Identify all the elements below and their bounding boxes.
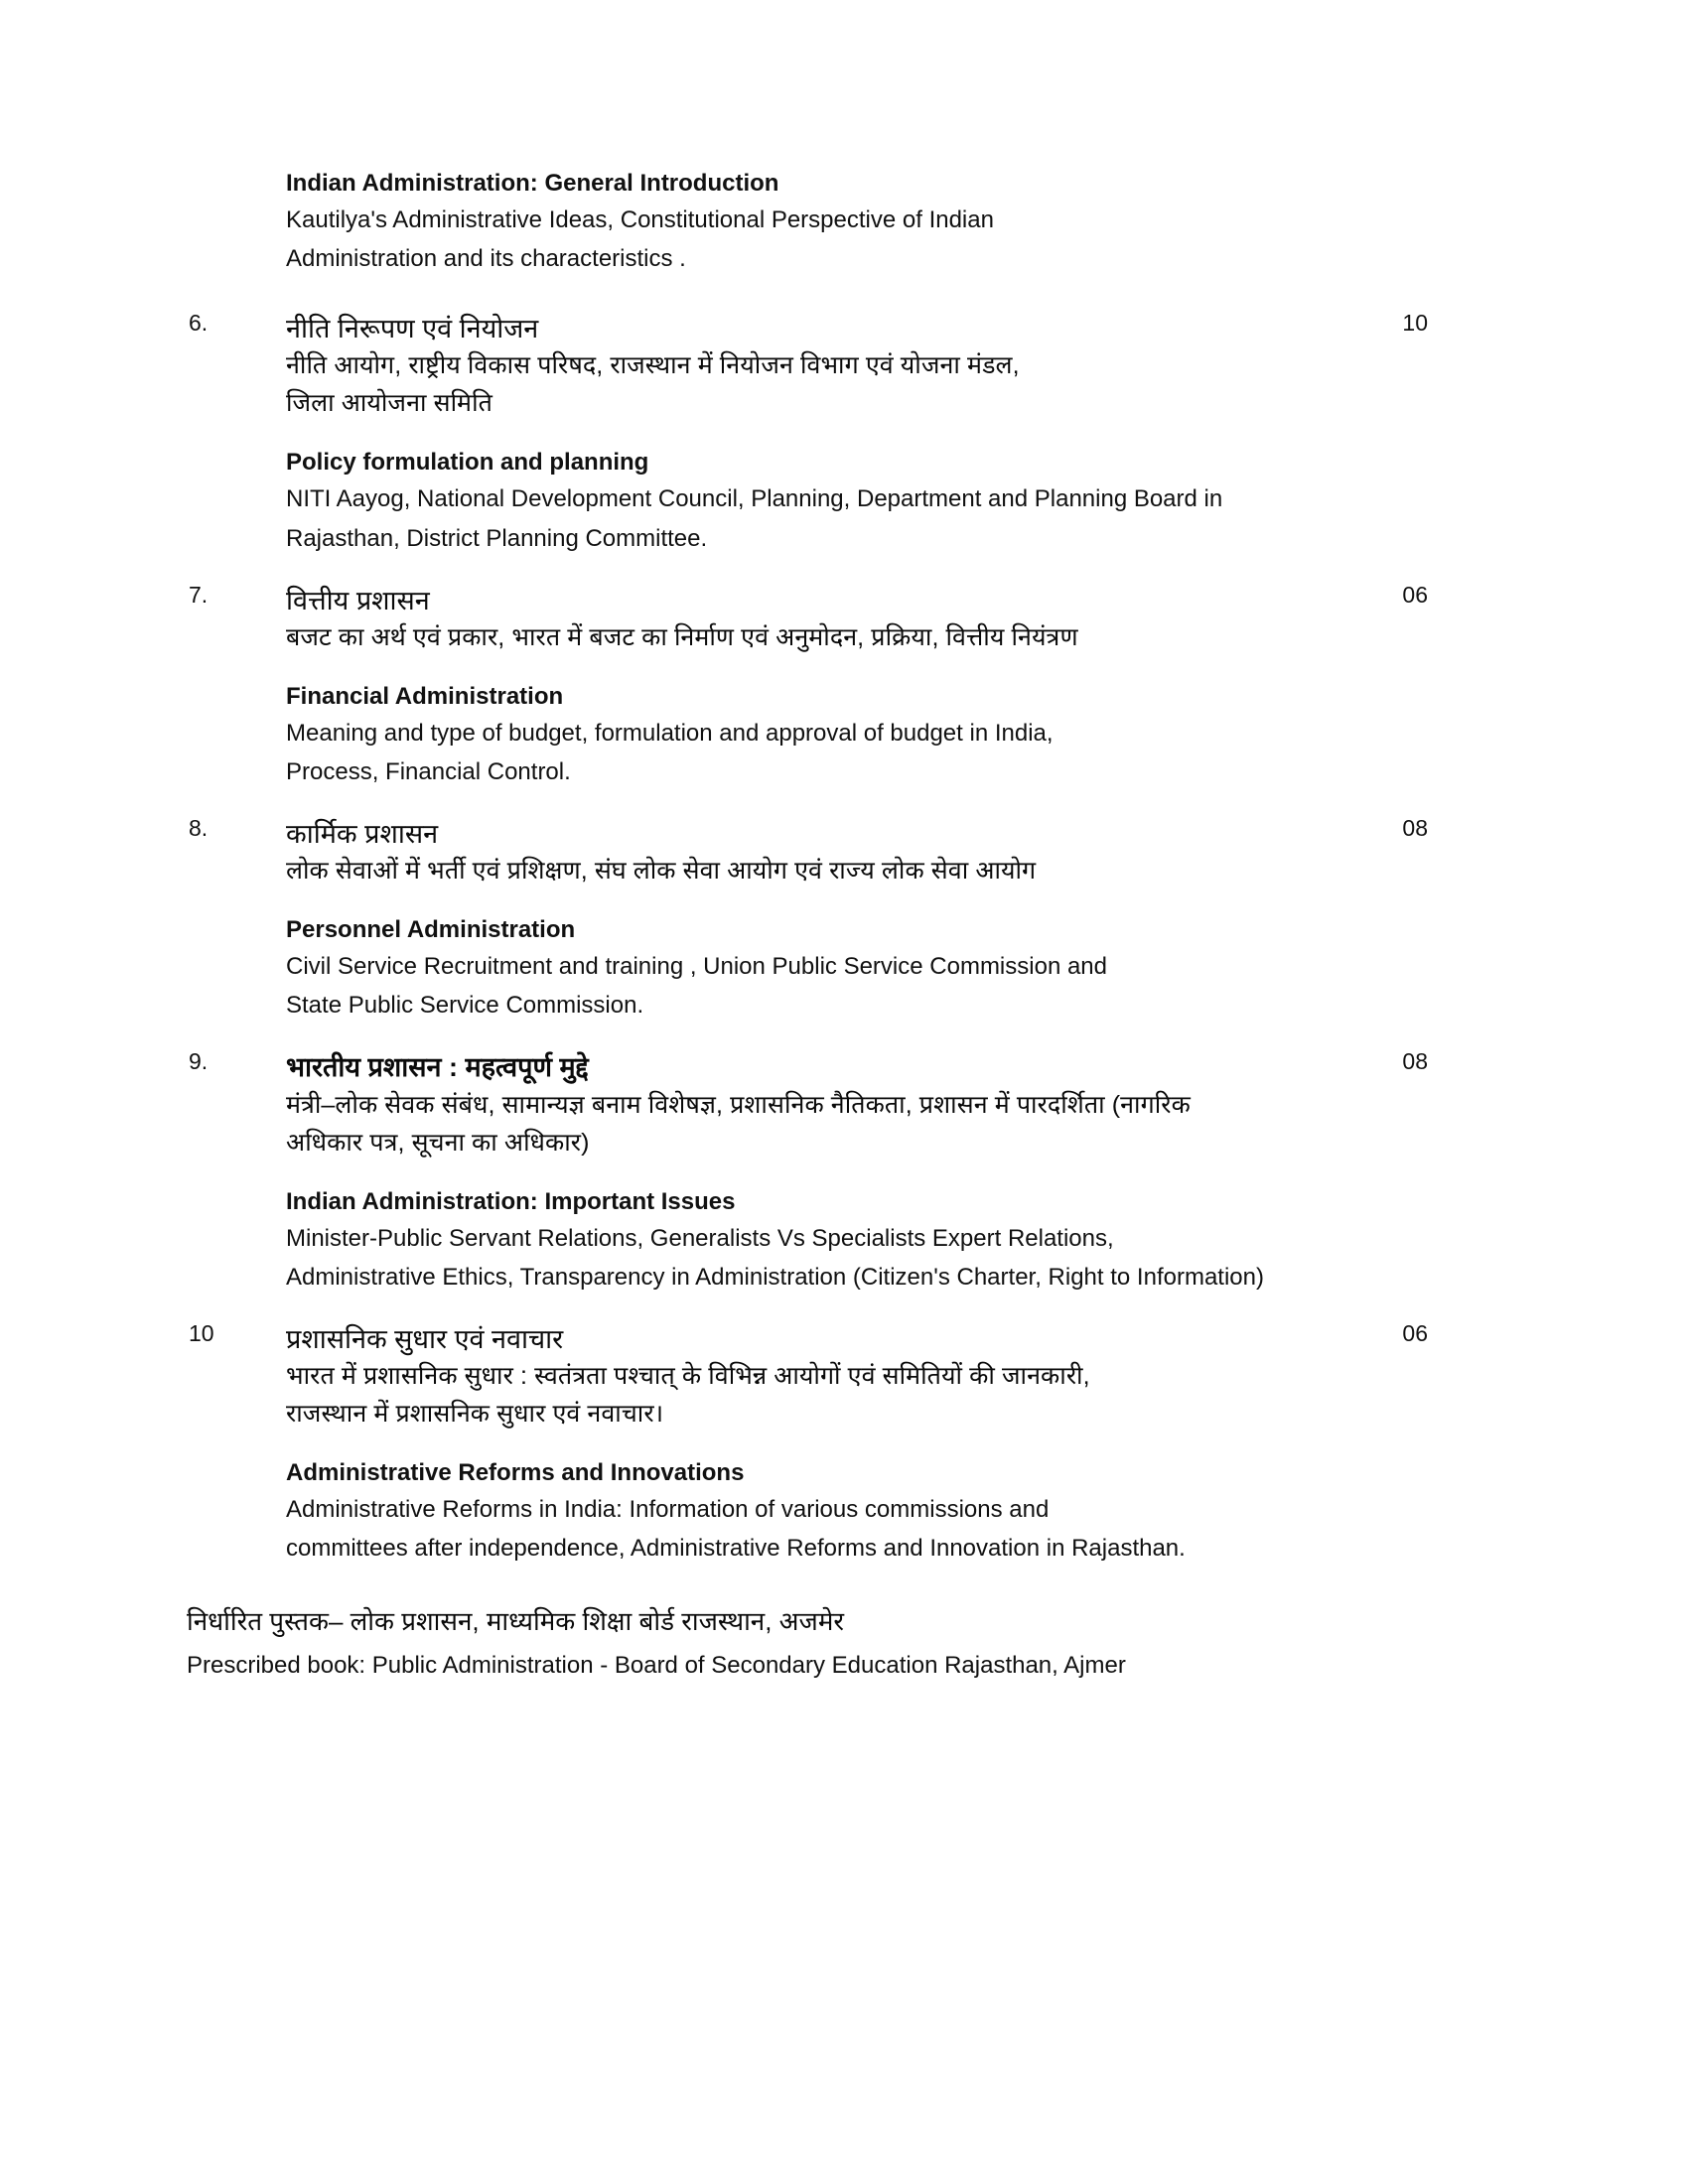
item-7-hindi-title: वित्तीय प्रशासन: [286, 585, 430, 615]
prescribed-book-block: [187, 1603, 1509, 1685]
item-9-english-title: Indian Administration: Important Issues: [286, 1187, 736, 1215]
item-6-hindi-body-line-1: नीति आयोग, राष्ट्रीय विकास परिषद, राजस्थान में नियोजन विभाग एवं योजना मंडल,: [286, 351, 1020, 380]
item-9-english-body-line-2: Administrative Ethics, Transparency in Administration (Citizen's Charter, Right to Information): [286, 1263, 1264, 1291]
item-10-english-block: [286, 1456, 1489, 1568]
intro-english-body-line-1: Kautilya's Administrative Ideas, Constitutional Perspective of Indian: [286, 206, 994, 234]
item-10-english-body-line-2: committees after independence, Administrative Reforms and Innovation in Rajasthan.: [286, 1535, 1186, 1563]
item-9-hindi-body-line-2: अधिकार पत्र, सूचना का अधिकार): [286, 1128, 590, 1157]
item-10-number: 10: [189, 1319, 214, 1346]
syllabus-item-7: [0, 581, 1688, 791]
item-9-hindi-body-line-1: मंत्री–लोक सेवक संबंध, सामान्यज्ञ बनाम विशेषज्ञ, प्रशासनिक नैतिकता, प्रशासन में पारदर्शिता (नागरिक: [286, 1090, 1191, 1119]
section-intro: [0, 167, 1688, 278]
item-7-marks: 06: [1402, 581, 1428, 608]
item-10-english-title: Administrative Reforms and Innovations: [286, 1458, 745, 1486]
item-10-english-body-line-1: Administrative Reforms in India: Information of various commissions and: [286, 1496, 1050, 1524]
item-7-english-title: Financial Administration: [286, 682, 564, 710]
item-9-number: 9.: [189, 1048, 209, 1075]
intro-english-body-line-2: Administration and its characteristics .: [286, 245, 686, 273]
item-6-number: 6.: [189, 310, 209, 337]
item-10-hindi-block: [286, 1319, 1489, 1433]
item-9-marks: 08: [1402, 1048, 1428, 1075]
item-6-hindi-title: नीति निरूपण एवं नियोजन: [286, 314, 539, 344]
intro-english-block: [286, 167, 1489, 278]
item-8-marks: 08: [1402, 815, 1428, 842]
item-9-hindi-title: भारतीय प्रशासन : महत्वपूर्ण मुद्दे: [286, 1052, 589, 1083]
item-10-hindi-title: प्रशासनिक सुधार एवं नवाचार: [286, 1323, 564, 1354]
item-7-hindi-block: [286, 581, 1460, 656]
item-8-english-title: Personnel Administration: [286, 916, 576, 944]
syllabus-item-9: [0, 1050, 1688, 1296]
item-8-hindi-body-line-1: लोक सेवाओं में भर्ती एवं प्रशिक्षण, संघ लोक सेवा आयोग एवं राज्य लोक सेवा आयोग: [286, 857, 1037, 886]
item-7-english-body-line-2: Process, Financial Control.: [286, 757, 571, 785]
item-7-english-body-line-1: Meaning and type of budget, formulation and approval of budget in India,: [286, 719, 1054, 747]
item-9-english-body-line-1: Minister-Public Servant Relations, Generalists Vs Specialists Expert Relations,: [286, 1224, 1114, 1252]
item-8-hindi-block: [286, 817, 1460, 889]
item-10-marks: 06: [1402, 1319, 1428, 1346]
item-8-hindi-title: कार्मिक प्रशासन: [286, 819, 439, 850]
item-9-hindi-block: [286, 1050, 1489, 1160]
prescribed-book-hindi: निर्धारित पुस्तक– लोक प्रशासन, माध्यमिक शिक्षा बोर्ड राजस्थान, अजमेर: [187, 1606, 845, 1637]
prescribed-book-english: Prescribed book: Public Administration - Board of Secondary Education Rajasthan, Ajmer: [187, 1651, 1126, 1679]
item-7-english-block: [286, 680, 1489, 791]
item-10-hindi-body-line-2: राजस्थान में प्रशासनिक सुधार एवं नवाचार।: [286, 1399, 664, 1428]
item-8-english-body-line-1: Civil Service Recruitment and training , Union Public Service Commission and: [286, 953, 1108, 981]
item-10-hindi-body-line-1: भारत में प्रशासनिक सुधार : स्वतंत्रता पश्चात् के विभिन्न आयोगों एवं समितियों की जानकारी,: [286, 1361, 1090, 1390]
syllabus-item-10: [0, 1319, 1688, 1568]
item-6-marks: 10: [1402, 310, 1428, 337]
item-6-hindi-block: [286, 312, 1460, 422]
item-7-hindi-body-line-1: बजट का अर्थ एवं प्रकार, भारत में बजट का निर्माण एवं अनुमोदन, प्रक्रिया, वित्तीय नियंत्रण: [286, 622, 1078, 651]
item-8-english-block: [286, 913, 1489, 1024]
syllabus-item-6: [0, 312, 1688, 557]
item-6-hindi-body-line-2: जिला आयोजना समिति: [286, 389, 492, 418]
syllabus-item-8: [0, 817, 1688, 1024]
item-6-english-body-line-1: NITI Aayog, National Development Council, Planning, Department and Planning Board in: [286, 485, 1223, 513]
item-7-number: 7.: [189, 581, 209, 608]
item-8-english-body-line-2: State Public Service Commission.: [286, 992, 644, 1020]
item-9-english-block: [286, 1185, 1559, 1297]
item-6-english-body-line-2: Rajasthan, District Planning Committee.: [286, 524, 708, 552]
item-6-english-block: [286, 446, 1489, 557]
intro-english-title: Indian Administration: General Introduction: [286, 170, 779, 197]
item-8-number: 8.: [189, 815, 209, 842]
item-6-english-title: Policy formulation and planning: [286, 449, 649, 477]
